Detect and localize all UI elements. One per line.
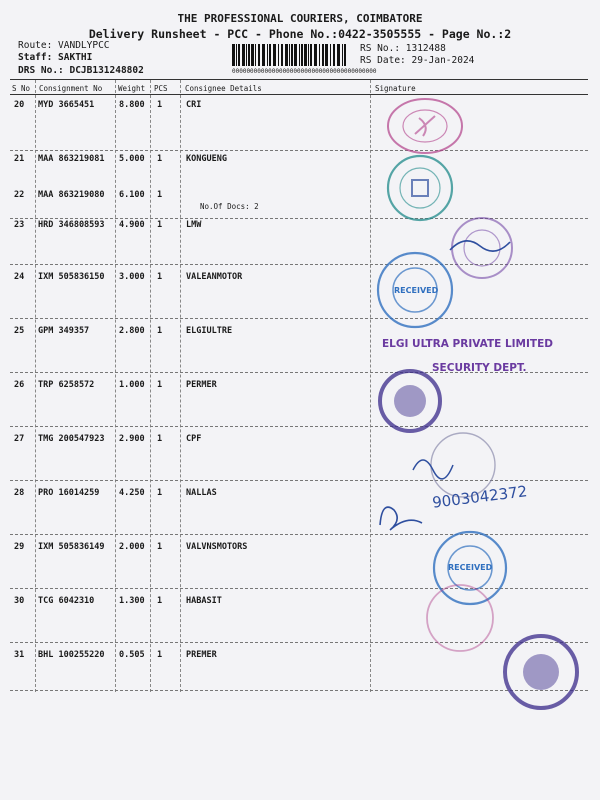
row-consignee: PERMER	[186, 380, 217, 390]
barcode-bar	[236, 44, 237, 66]
row-sno: 23	[14, 220, 25, 230]
row-pcs: 1	[157, 542, 163, 552]
row-pcs: 1	[157, 434, 163, 444]
row-weight: 4.250	[119, 488, 145, 498]
row-separator	[10, 150, 588, 151]
handwritten-phone: 9003042372	[431, 482, 529, 512]
row-sno: 22	[14, 190, 25, 200]
row-consignee: VALVNSMOTORS	[186, 542, 248, 552]
barcode-bar	[308, 44, 309, 66]
barcode-bar	[251, 44, 254, 66]
row-pcs: 1	[157, 272, 163, 282]
column-divider	[115, 80, 116, 692]
row-pcs: 1	[157, 154, 163, 164]
column-divider	[35, 80, 36, 692]
row-consignee: CRI	[186, 100, 202, 110]
barcode-bar	[262, 44, 265, 66]
barcode-bar	[269, 44, 271, 66]
barcode-bar	[242, 44, 245, 66]
barcode-bar	[248, 44, 250, 66]
barcode-bar	[291, 44, 293, 66]
row-weight: 3.000	[119, 272, 145, 282]
column-divider	[180, 80, 181, 692]
row-consignee: VALEANMOTOR	[186, 272, 243, 282]
col-consignment: Consignment No	[39, 84, 103, 93]
row-pcs: 1	[157, 650, 163, 660]
barcode-bar	[232, 44, 235, 66]
barcode-bar	[258, 44, 260, 66]
barcode-bar	[337, 44, 340, 66]
elgi-stamp-line2: SECURITY DEPT.	[432, 362, 527, 374]
col-sno: S No	[12, 84, 31, 93]
row-weight: 6.100	[119, 190, 145, 200]
row-pcs: 1	[157, 488, 163, 498]
row-consignee: PREMER	[186, 650, 217, 660]
col-pcs: PCS	[154, 84, 168, 93]
cri-pumps-seal	[385, 96, 465, 156]
docs-note: No.Of Docs: 2	[200, 202, 259, 211]
company-title: THE PROFESSIONAL COURIERS, COIMBATORE	[177, 12, 423, 25]
barcode-bar	[333, 44, 335, 66]
row-consignment: MAA 863219081	[38, 154, 105, 164]
permer-seal	[372, 368, 448, 434]
received-stamp: RECEIVED	[394, 286, 439, 295]
row-consignment: BHL 100255220	[38, 650, 105, 660]
row-consignment: HRD 346808593	[38, 220, 105, 230]
received-stamp-2: RECEIVED	[448, 563, 493, 572]
row-weight: 8.800	[119, 100, 145, 110]
row-separator	[10, 426, 588, 427]
row-consignee: CPF	[186, 434, 202, 444]
row-consignment: TRP 6258572	[38, 380, 95, 390]
habasit-seal	[420, 580, 500, 655]
barcode-bar	[246, 44, 247, 66]
barcode-bar	[294, 44, 297, 66]
barcode-bar	[310, 44, 312, 66]
route-label: Route: VANDLYPCC	[18, 40, 110, 51]
row-sno: 28	[14, 488, 25, 498]
staff-label: Staff: SAKTHI	[18, 52, 93, 63]
col-consignee: Consignee Details	[185, 84, 262, 93]
row-sno: 24	[14, 272, 25, 282]
row-sno: 20	[14, 100, 25, 110]
barcode-bar	[289, 44, 290, 66]
row-weight: 1.300	[119, 596, 145, 606]
col-weight: Weight	[118, 84, 146, 93]
row-weight: 1.000	[119, 380, 145, 390]
barcode-bar	[278, 44, 279, 66]
row-separator	[10, 318, 588, 319]
row-consignment: GPM 349357	[38, 326, 90, 336]
column-divider	[150, 80, 151, 692]
row-weight: 4.900	[119, 220, 145, 230]
barcode-bar	[255, 44, 256, 66]
barcode-bar	[314, 44, 317, 66]
row-sno: 30	[14, 596, 25, 606]
row-consignee: HABASIT	[186, 596, 222, 606]
row-weight: 0.505	[119, 650, 145, 660]
barcode-bar	[344, 44, 346, 66]
row-sno: 31	[14, 650, 25, 660]
barcode-bar	[273, 44, 276, 66]
header-top-rule	[10, 79, 588, 80]
row-weight: 2.900	[119, 434, 145, 444]
row-consignee: ELGIULTRE	[186, 326, 233, 336]
row-sno: 29	[14, 542, 25, 552]
row-consignee: KONGUENG	[186, 154, 227, 164]
nallas-signature	[372, 495, 432, 540]
barcode-bar	[304, 44, 307, 66]
premer-seal	[495, 632, 587, 712]
row-weight: 2.800	[119, 326, 145, 336]
barcode-bar	[299, 44, 300, 66]
barcode-bar	[281, 44, 283, 66]
row-consignment: IXM 505836150	[38, 272, 105, 282]
row-sno: 25	[14, 326, 25, 336]
elgi-stamp-line1: ELGI ULTRA PRIVATE LIMITED	[382, 338, 553, 350]
barcode-bar	[319, 44, 320, 66]
column-divider	[370, 80, 371, 692]
header-bottom-rule	[10, 94, 588, 95]
row-sno: 27	[14, 434, 25, 444]
row-pcs: 1	[157, 326, 163, 336]
row-consignee: LMW	[186, 220, 202, 230]
barcode-bar	[238, 44, 240, 66]
barcode	[232, 44, 348, 66]
row-consignment: IXM 505836149	[38, 542, 105, 552]
row-pcs: 1	[157, 596, 163, 606]
row-consignment: MYD 3665451	[38, 100, 95, 110]
barcode-bar	[285, 44, 288, 66]
barcode-bar	[301, 44, 303, 66]
row-pcs: 1	[157, 380, 163, 390]
row-sno: 26	[14, 380, 25, 390]
barcode-bar	[322, 44, 324, 66]
barcode-bar	[342, 44, 343, 66]
runsheet-subtitle: Delivery Runsheet - PCC - Phone No.:0422-3505555 - Page No.:2	[88, 27, 512, 41]
rs-number: RS No.: 1312488	[360, 43, 446, 54]
row-consignment: PRO 16014259	[38, 488, 100, 498]
row-pcs: 1	[157, 190, 163, 200]
barcode-bar	[325, 44, 328, 66]
row-consignee: NALLAS	[186, 488, 217, 498]
rs-date: RS Date: 29-Jan-2024	[360, 55, 475, 66]
row-weight: 2.000	[119, 542, 145, 552]
row-consignment: TCG 6042310	[38, 596, 95, 606]
row-weight: 5.000	[119, 154, 145, 164]
drs-number: DRS No.: DCJB131248802	[18, 65, 144, 76]
row-consignment: TMG 200547923	[38, 434, 105, 444]
row-pcs: 1	[157, 100, 163, 110]
col-signature: Signature	[375, 84, 416, 93]
row-consignment: MAA 863219080	[38, 190, 105, 200]
barcode-number: 0000000000000000000000000000000000000000	[232, 68, 377, 75]
barcode-bar	[267, 44, 268, 66]
barcode-bar	[330, 44, 331, 66]
row-sno: 21	[14, 154, 25, 164]
row-pcs: 1	[157, 220, 163, 230]
